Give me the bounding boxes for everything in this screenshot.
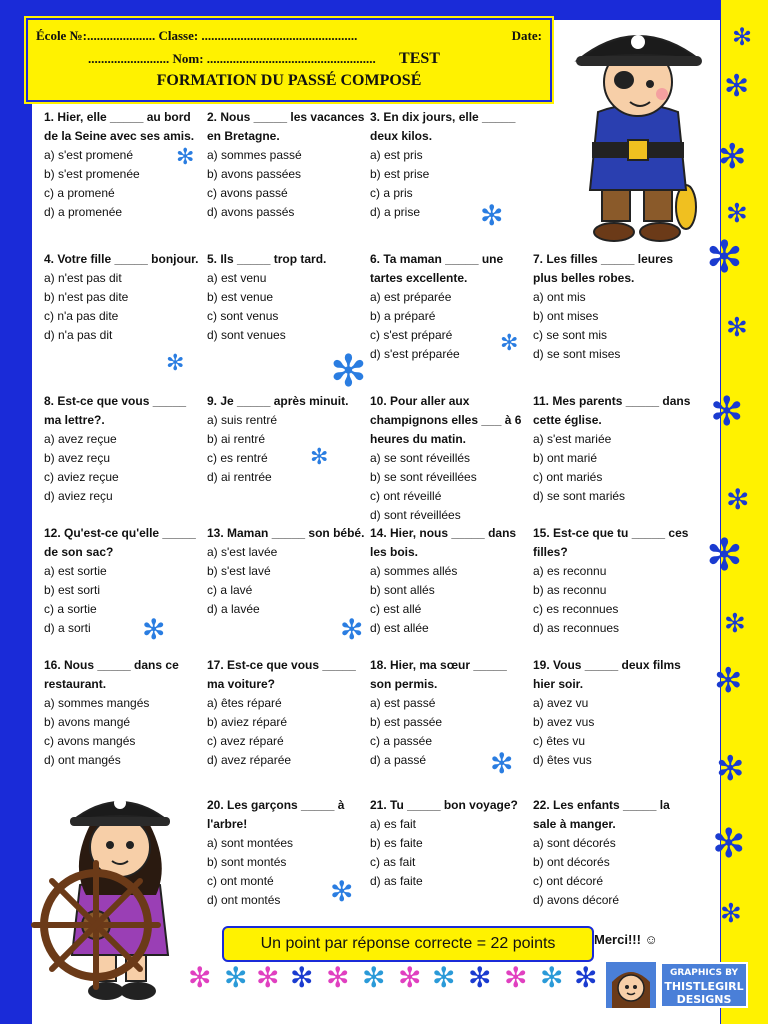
question-block (207, 250, 365, 345)
answer-option[interactable]: a) ont mis (533, 290, 586, 304)
snowflake-icon: ✻ (256, 962, 280, 993)
answer-option[interactable]: a) sommes passé (207, 148, 302, 162)
page-title: FORMATION DU PASSÉ COMPOSÉ (156, 72, 422, 89)
answer-option[interactable]: b) est sorti (44, 583, 101, 597)
snowflake-icon: ✻ (166, 350, 185, 375)
answer-option[interactable]: a) sommes allés (370, 564, 458, 578)
answer-option[interactable]: b) ai rentré (207, 432, 266, 446)
pirate-boy-illustration (568, 22, 718, 244)
answer-option[interactable]: c) avez réparé (207, 734, 284, 748)
school-class-line: École №:..................... Classe: ................................................ (36, 28, 358, 43)
answer-option[interactable]: c) a lavé (207, 583, 253, 597)
answer-option[interactable]: b) sont montés (207, 855, 287, 869)
answer-option[interactable]: a) est sortie (44, 564, 107, 578)
question-block (533, 796, 691, 910)
answer-option[interactable]: b) s'est lavé (207, 564, 271, 578)
credit-line-2: THISTLEGIRL (664, 980, 744, 993)
answer-option[interactable]: a) avez reçue (44, 432, 117, 446)
answer-option[interactable]: c) a pris (370, 186, 413, 200)
answer-option[interactable]: d) as reconnues (533, 621, 620, 635)
question-block (44, 250, 202, 345)
snowflake-icon: ✻ (500, 330, 519, 355)
snowflake-icon: ✻ (224, 962, 248, 993)
answer-option[interactable]: a) est venu (207, 271, 267, 285)
answer-option[interactable]: c) as fait (370, 855, 416, 869)
answer-option[interactable]: c) ont monté (207, 874, 274, 888)
answer-option[interactable]: b) n'est pas dite (44, 290, 129, 304)
answer-option[interactable]: b) a préparé (370, 309, 436, 323)
header-box (26, 18, 552, 102)
snowflake-icon: ✻ (188, 962, 212, 993)
question-stem: 14. Hier, nous _____ dans les bois. (370, 526, 517, 559)
answer-option[interactable]: b) avez vus (533, 715, 595, 729)
answer-option[interactable]: c) aviez reçue (44, 470, 119, 484)
answer-option[interactable]: a) es reconnu (533, 564, 607, 578)
answer-option[interactable]: a) sont montées (207, 836, 294, 850)
answer-option[interactable]: d) avez réparée (207, 753, 292, 767)
question-stem: 16. Nous _____ dans ce restaurant. (44, 658, 179, 691)
question-block (207, 656, 365, 770)
snowflake-icon: ✻ (706, 531, 743, 580)
answer-option[interactable]: c) es rentré (207, 451, 268, 465)
answer-option[interactable]: c) s'est préparé (370, 328, 453, 342)
snowflake-icon: ✻ (142, 614, 166, 645)
answer-option[interactable]: b) aviez réparé (207, 715, 288, 729)
answer-option[interactable]: c) avons mangés (44, 734, 136, 748)
question-stem: 8. Est-ce que vous _____ ma lettre?. (44, 394, 187, 427)
snowflake-icon: ✻ (726, 198, 748, 228)
question-stem: 19. Vous _____ deux films hier soir. (533, 658, 681, 691)
answer-option[interactable]: d) a lavée (207, 602, 260, 616)
snowflake-icon: ✻ (724, 608, 746, 638)
question-stem: 5. Ils _____ trop tard. (207, 252, 327, 266)
snowflake-icon: ✻ (490, 748, 514, 779)
answer-option[interactable]: c) a promené (44, 186, 115, 200)
credit-line-3: DESIGNS (676, 993, 732, 1006)
snowflake-icon: ✻ (362, 962, 386, 993)
answer-option[interactable]: b) est prise (370, 167, 430, 181)
snowflake-icon: ✻ (432, 962, 456, 993)
thanks-note: Merci!!! ☺ (594, 932, 658, 947)
answer-option[interactable]: b) ont décorés (533, 855, 610, 869)
question-stem: 4. Votre fille _____ bonjour. (44, 252, 199, 266)
answer-option[interactable]: a) sont décorés (533, 836, 616, 850)
answer-option[interactable]: c) êtes vu (533, 734, 586, 748)
answer-option[interactable]: d) êtes vus (533, 753, 592, 767)
question-block (44, 656, 202, 770)
answer-option[interactable]: a) s'est promené (44, 148, 133, 162)
snowflake-icon: ✻ (724, 70, 750, 103)
answer-option[interactable]: c) es reconnues (533, 602, 619, 616)
question-block (533, 392, 691, 506)
answer-option[interactable]: b) est passée (370, 715, 443, 729)
question-stem: 11. Mes parents _____ dans cette église. (533, 394, 691, 427)
snowflake-icon: ✻ (706, 233, 743, 282)
points-banner: Un point par réponse correcte = 22 points (222, 926, 594, 962)
question-block (370, 392, 528, 525)
snowflake-icon: ✻ (716, 750, 745, 788)
snowflake-icon: ✻ (310, 444, 329, 469)
name-line-row (88, 50, 440, 68)
snowflake-icon: ✻ (732, 24, 753, 51)
answer-option[interactable]: d) avons décoré (533, 893, 620, 907)
snowflake-icon: ✻ (290, 962, 314, 993)
question-block (533, 524, 691, 638)
snowflake-icon: ✻ (726, 312, 748, 342)
question-block (44, 392, 202, 506)
question-stem: 2. Nous _____ les vacances en Bretagne. (207, 110, 365, 143)
question-stem: 20. Les garçons _____ à l'arbre! (207, 798, 345, 831)
answer-option[interactable]: c) avons passé (207, 186, 288, 200)
answer-option[interactable]: c) sont venus (207, 309, 279, 323)
answer-option[interactable]: c) n'a pas dite (44, 309, 119, 323)
answer-option[interactable]: b) ont mises (533, 309, 599, 323)
snowflake-icon: ✻ (574, 962, 598, 993)
question-block (44, 524, 202, 638)
question-stem: 13. Maman _____ son bébé. (207, 526, 365, 540)
question-block (533, 250, 691, 364)
answer-option[interactable]: a) s'est mariée (533, 432, 612, 446)
answer-option[interactable]: b) avons mangé (44, 715, 131, 729)
snowflake-icon: ✻ (540, 962, 564, 993)
snowflake-icon: ✻ (176, 144, 195, 169)
answer-option[interactable]: b) est venue (207, 290, 274, 304)
answer-option[interactable]: d) a promenée (44, 205, 123, 219)
question-block (370, 524, 528, 638)
answer-option[interactable]: d) s'est préparée (370, 347, 460, 361)
snowflake-icon: ✻ (340, 614, 364, 645)
answer-option[interactable]: c) se sont mis (533, 328, 608, 342)
date-label: Date: (511, 28, 542, 43)
pirate-girl-illustration (10, 785, 210, 1010)
answer-option[interactable]: b) ont marié (533, 451, 598, 465)
answer-option[interactable]: a) se sont réveillés (370, 451, 471, 465)
snowflake-icon: ✻ (504, 962, 528, 993)
answer-option[interactable]: d) se sont mariés (533, 489, 626, 503)
answer-option[interactable]: a) sommes mangés (44, 696, 150, 710)
answer-option[interactable]: d) avons passés (207, 205, 295, 219)
answer-option[interactable]: a) est passé (370, 696, 436, 710)
question-stem: 9. Je _____ après minuit. (207, 394, 349, 408)
snowflake-icon: ✻ (718, 138, 747, 176)
answer-option[interactable]: d) a sorti (44, 621, 91, 635)
answer-option[interactable]: d) ont mangés (44, 753, 121, 767)
answer-option[interactable]: b) as reconnu (533, 583, 607, 597)
answer-option[interactable]: a) avez vu (533, 696, 589, 710)
answer-option[interactable]: b) avons passées (207, 167, 302, 181)
question-stem: 21. Tu _____ bon voyage? (370, 798, 518, 812)
answer-option[interactable]: d) sont venues (207, 328, 286, 342)
snowflake-icon: ✻ (712, 822, 746, 866)
question-stem: 1. Hier, elle _____ au bord de la Seine avec ses amis. (44, 110, 195, 143)
answer-option[interactable]: b) avez reçu (44, 451, 111, 465)
answer-option[interactable]: c) ont réveillé (370, 489, 442, 503)
answer-option[interactable]: c) a sortie (44, 602, 97, 616)
question-block (370, 108, 528, 222)
question-stem: 17. Est-ce que vous _____ ma voiture? (207, 658, 356, 691)
answer-option[interactable]: a) s'est lavée (207, 545, 278, 559)
snowflake-icon: ✻ (398, 962, 422, 993)
answer-option[interactable]: d) n'a pas dit (44, 328, 113, 342)
answer-option[interactable]: a) êtes réparé (207, 696, 282, 710)
answer-option[interactable]: d) as faite (370, 874, 423, 888)
answer-option[interactable]: a) est pris (370, 148, 423, 162)
snowflake-icon: ✻ (330, 876, 354, 907)
credit-line-1: GRAPHICS BY (669, 968, 739, 978)
credit-girl-avatar (606, 962, 656, 1008)
question-stem: 18. Hier, ma sœur _____ son permis. (370, 658, 507, 691)
question-stem: 10. Pour aller aux champignons elles ___ à 6 heures du matin. (370, 394, 522, 446)
question-stem: 6. Ta maman _____ une tartes excellente. (370, 252, 504, 285)
answer-option[interactable]: a) suis rentré (207, 413, 278, 427)
question-stem: 15. Est-ce que tu _____ ces filles? (533, 526, 689, 559)
answer-option[interactable]: d) est allée (370, 621, 429, 635)
answer-option[interactable]: b) es faite (370, 836, 423, 850)
credit-badge (660, 962, 748, 1008)
question-block (533, 656, 691, 770)
answer-option[interactable]: d) se sont mises (533, 347, 621, 361)
answer-option[interactable]: a) est préparée (370, 290, 452, 304)
answer-option[interactable]: a) n'est pas dit (44, 271, 122, 285)
snowflake-icon: ✻ (330, 347, 367, 396)
answer-option[interactable]: c) est allé (370, 602, 422, 616)
answer-option[interactable]: d) sont réveillées (370, 508, 461, 522)
snowflake-icon: ✻ (710, 390, 744, 434)
question-stem: 12. Qu'est-ce qu'elle _____ de son sac? (44, 526, 196, 559)
name-line: ......................... Nom: .................................................... (88, 51, 376, 66)
answer-option[interactable]: c) ont décoré (533, 874, 604, 888)
question-stem: 7. Les filles _____ leures plus belles robes. (533, 252, 674, 285)
question-stem: 22. Les enfants _____ la sale à manger. (533, 798, 670, 831)
question-stem: 3. En dix jours, elle _____ deux kilos. (370, 110, 516, 143)
answer-option[interactable]: d) aviez reçu (44, 489, 113, 503)
question-block (207, 524, 365, 619)
snowflake-icon: ✻ (480, 200, 504, 231)
question-block (207, 392, 365, 487)
snowflake-icon: ✻ (714, 662, 743, 700)
answer-option[interactable]: d) a passé (370, 753, 427, 767)
answer-option[interactable]: a) es fait (370, 817, 417, 831)
answer-option[interactable]: b) sont allés (370, 583, 435, 597)
answer-option[interactable]: c) ont mariés (533, 470, 603, 484)
test-label: TEST (399, 50, 440, 67)
answer-option[interactable]: d) ont montés (207, 893, 281, 907)
snowflake-icon: ✻ (720, 898, 742, 928)
answer-option[interactable]: d) ai rentrée (207, 470, 272, 484)
snowflake-icon: ✻ (726, 484, 750, 515)
answer-option[interactable]: b) se sont réveillées (370, 470, 477, 484)
snowflake-icon: ✻ (326, 962, 350, 993)
answer-option[interactable]: c) a passée (370, 734, 433, 748)
question-block (207, 108, 365, 222)
answer-option[interactable]: b) s'est promenée (44, 167, 140, 181)
question-block (370, 796, 528, 891)
answer-option[interactable]: d) a prise (370, 205, 421, 219)
snowflake-icon: ✻ (468, 962, 492, 993)
